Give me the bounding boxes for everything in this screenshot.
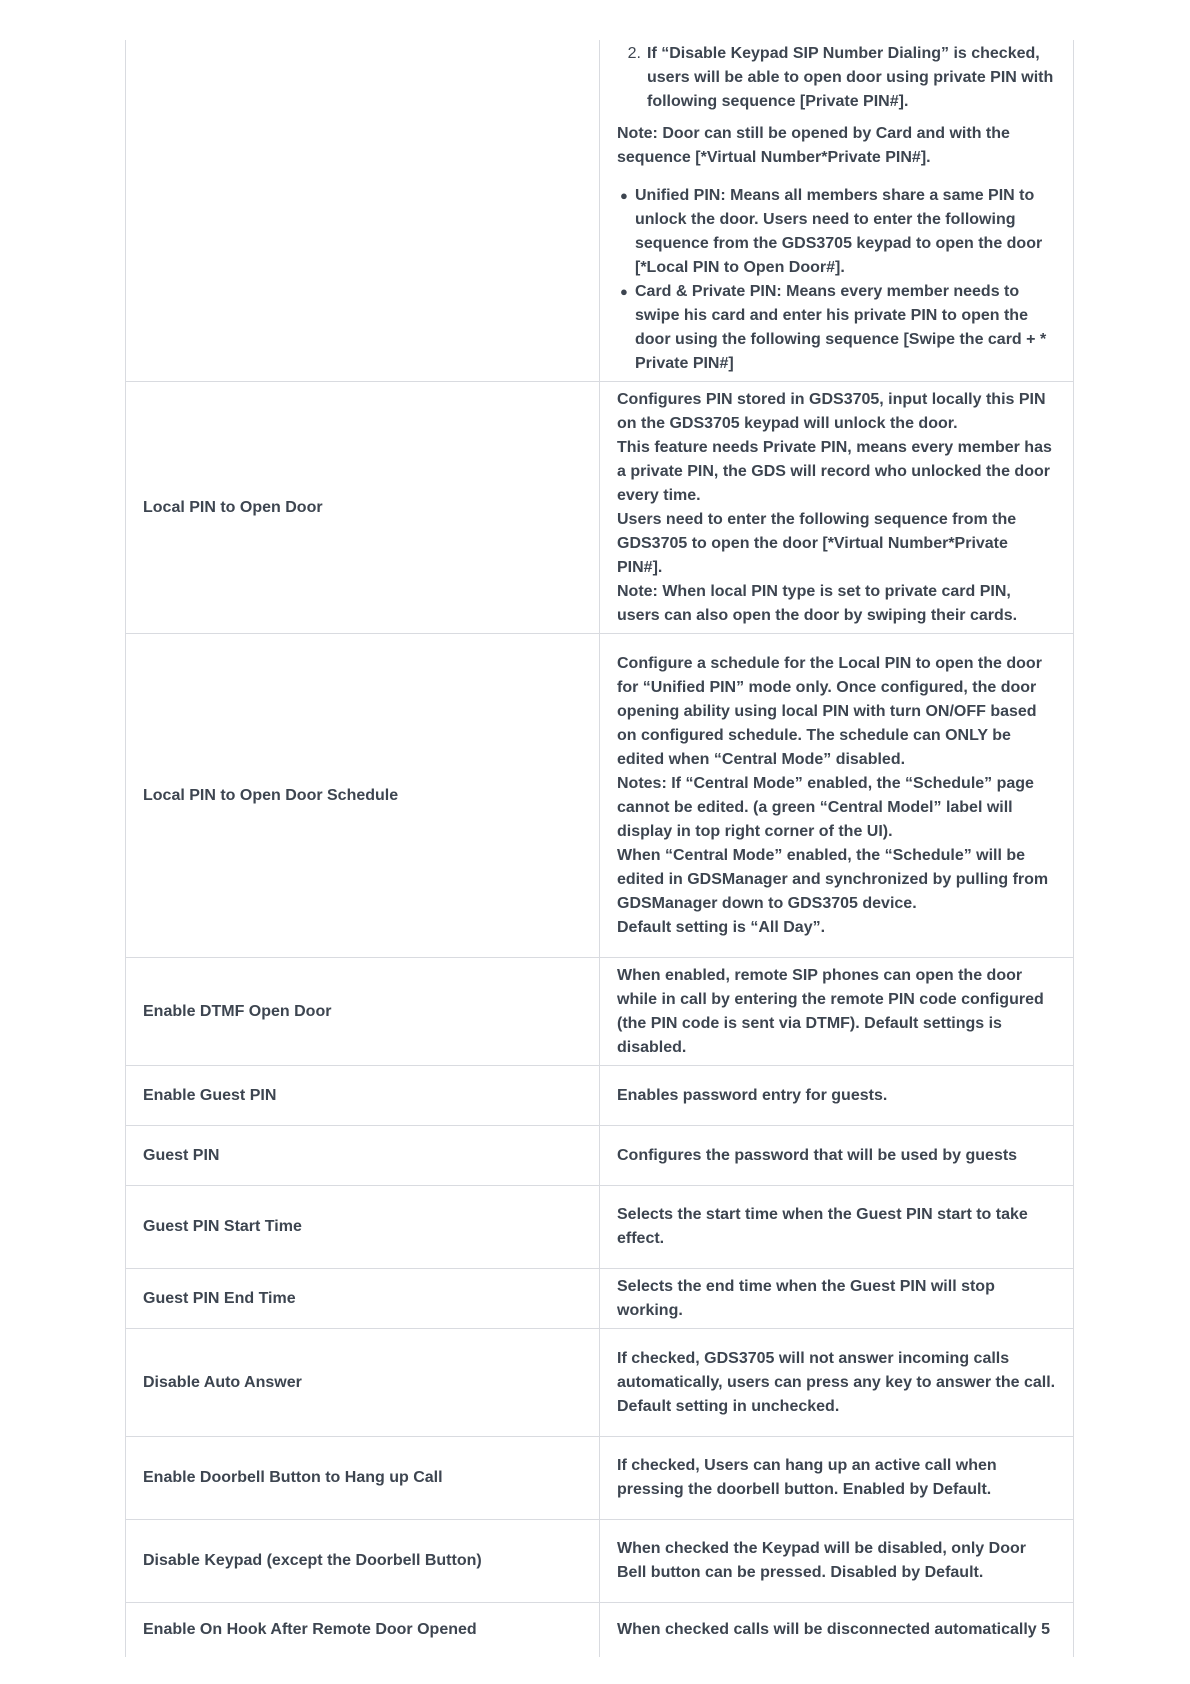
table-row bbox=[126, 958, 1073, 1066]
bullet-dot-icon: ● bbox=[620, 188, 628, 203]
table-row bbox=[126, 1603, 1073, 1657]
setting-description bbox=[600, 958, 1073, 1065]
table-row bbox=[126, 1186, 1073, 1269]
note-text: Note: Door can still be opened by Card and with the sequence [*Virtual Number*Private PIN#]. bbox=[617, 125, 1010, 166]
list-item-text: If “Disable Keypad SIP Number Dialing” is checked, users will be able to open door using private PIN with following sequence [Private PIN#]. bbox=[647, 45, 1054, 110]
bullet-list-item bbox=[617, 280, 1056, 376]
description-line: Default setting is “All Day”. bbox=[617, 918, 826, 936]
setting-name: Guest PIN End Time bbox=[126, 1269, 600, 1328]
setting-description-cell bbox=[600, 40, 1073, 381]
description-line: When enabled, remote SIP phones can open the door while in call by entering the remote PIN code configured (the PIN code is sent via DTMF). Default settings is disabled. bbox=[617, 966, 1044, 1056]
setting-description bbox=[600, 1520, 1073, 1602]
setting-name: Enable Guest PIN bbox=[126, 1066, 600, 1125]
bullet-list-item bbox=[617, 184, 1056, 280]
table-row bbox=[126, 1126, 1073, 1186]
setting-description bbox=[600, 382, 1073, 633]
setting-name: Guest PIN bbox=[126, 1126, 600, 1185]
description-line: Configure a schedule for the Local PIN to open the door for “Unified PIN” mode only. Once configured, the door opening ability using local PIN with turn ON/OFF based on configured schedule. The schedule can ONLY be edited when “Central Mode” disabled. bbox=[617, 654, 1042, 768]
table-row-continuation bbox=[126, 40, 1073, 382]
setting-name: Enable DTMF Open Door bbox=[126, 958, 600, 1065]
table-row bbox=[126, 1329, 1073, 1437]
description-line: When checked the Keypad will be disabled, only Door Bell button can be pressed. Disabled by Default. bbox=[617, 1540, 1026, 1581]
bullet-dot-icon: ● bbox=[620, 284, 628, 299]
table-row bbox=[126, 1269, 1073, 1329]
bullet-text: Card & Private PIN: Means every member needs to swipe his card and enter his private PIN to open the door using the following sequence [Swipe the card + * Private PIN#] bbox=[635, 283, 1047, 372]
description-line: Users need to enter the following sequence from the GDS3705 to open the door [*Virtual Number*Private PIN#]. bbox=[617, 510, 1017, 576]
description-line: Note: When local PIN type is set to private card PIN, users can also open the door by swiping their cards. bbox=[617, 582, 1018, 624]
setting-description bbox=[600, 1186, 1073, 1268]
setting-name: Disable Keypad (except the Doorbell Button) bbox=[126, 1520, 600, 1602]
description-line: When checked calls will be disconnected automatically 5 bbox=[617, 1621, 1051, 1638]
description-line: Selects the start time when the Guest PIN start to take effect. bbox=[617, 1206, 1028, 1247]
description-line: If checked, GDS3705 will not answer incoming calls automatically, users can press any key to answer the call. Default setting in unchecked. bbox=[617, 1349, 1056, 1415]
numbered-list-item bbox=[617, 42, 1056, 114]
setting-name: Local PIN to Open Door Schedule bbox=[126, 634, 600, 957]
setting-name-cell-empty bbox=[126, 40, 600, 381]
table-row bbox=[126, 1437, 1073, 1520]
setting-description bbox=[600, 1066, 1073, 1125]
setting-description bbox=[600, 1437, 1073, 1519]
setting-name: Local PIN to Open Door bbox=[126, 382, 600, 633]
setting-description bbox=[600, 1603, 1073, 1657]
list-number: 2. bbox=[627, 45, 641, 62]
setting-name: Disable Auto Answer bbox=[126, 1329, 600, 1436]
description-line: Enables password entry for guests. bbox=[617, 1086, 888, 1104]
settings-table bbox=[125, 40, 1074, 1657]
table-row bbox=[126, 1520, 1073, 1603]
table-row bbox=[126, 634, 1073, 958]
description-line: If checked, Users can hang up an active call when pressing the doorbell button. Enabled by Default. bbox=[617, 1457, 997, 1498]
setting-description bbox=[600, 1126, 1073, 1185]
setting-name: Enable On Hook After Remote Door Opened bbox=[126, 1603, 600, 1657]
description-line: This feature needs Private PIN, means every member has a private PIN, the GDS will record who unlocked the door every time. bbox=[617, 438, 1052, 504]
description-line: Configures PIN stored in GDS3705, input locally this PIN on the GDS3705 keypad will unlock the door. bbox=[617, 390, 1046, 432]
description-line: Selects the end time when the Guest PIN will stop working. bbox=[617, 1277, 995, 1319]
description-line: When “Central Mode” enabled, the “Schedule” will be edited in GDSManager and synchronized by pulling from GDSManager down to GDS3705 device. bbox=[617, 846, 1049, 912]
setting-description bbox=[600, 1269, 1073, 1328]
setting-description bbox=[600, 634, 1073, 957]
setting-name: Guest PIN Start Time bbox=[126, 1186, 600, 1268]
table-row bbox=[126, 1066, 1073, 1126]
setting-description bbox=[600, 1329, 1073, 1436]
setting-name: Enable Doorbell Button to Hang up Call bbox=[126, 1437, 600, 1519]
description-line: Notes: If “Central Mode” enabled, the “Schedule” page cannot be edited. (a green “Central Model” label will display in top right corner of the UI). bbox=[617, 774, 1034, 840]
description-line: Configures the password that will be used by guests bbox=[617, 1146, 1018, 1164]
table-row bbox=[126, 382, 1073, 634]
bullet-text: Unified PIN: Means all members share a same PIN to unlock the door. Users need to enter the following sequence from the GDS3705 keypad to open the door [*Local PIN to Open Door#]. bbox=[635, 187, 1043, 276]
